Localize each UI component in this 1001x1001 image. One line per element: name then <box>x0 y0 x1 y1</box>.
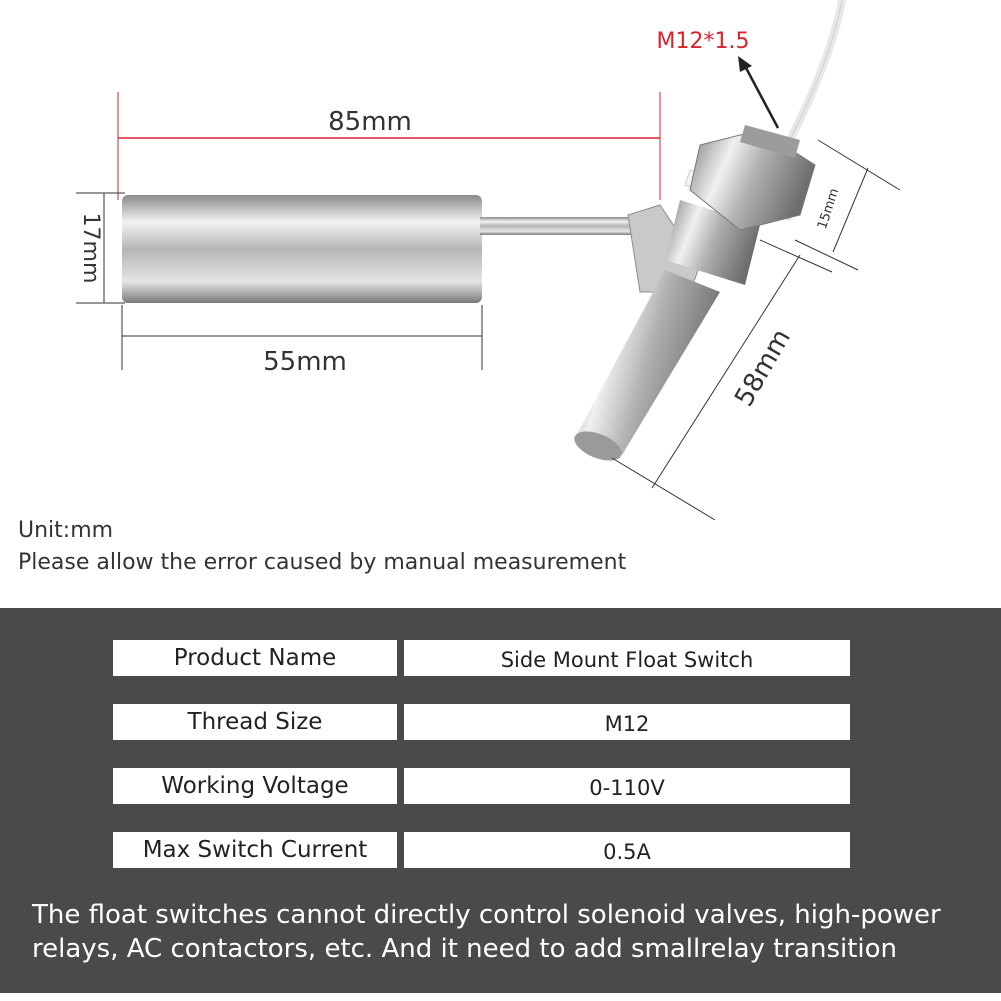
spec-row-working-voltage <box>0 768 1001 808</box>
spec-row-max-switch-current <box>0 832 1001 872</box>
spec-label: Working Voltage <box>113 768 397 804</box>
spec-panel <box>0 608 1001 993</box>
spec-value: Side Mount Float Switch <box>404 640 850 676</box>
dim-15mm: 15mm <box>815 186 843 232</box>
relay-notice: The float switches cannot directly control solenoid valves, high-power relays, AC contactors, etc. And it need to add smallrelay transition <box>32 900 941 964</box>
dim-85mm: 85mm <box>328 107 412 137</box>
spec-value: 0-110V <box>404 768 850 804</box>
dim-thread: M12*1.5 <box>656 29 750 54</box>
spec-row-product-name <box>0 640 1001 680</box>
dim-17mm: 17mm <box>78 212 103 284</box>
spec-value: M12 <box>404 704 850 740</box>
spec-value: 0.5A <box>404 832 850 868</box>
spec-label: Max Switch Current <box>113 832 397 868</box>
measurement-note: Please allow the error caused by manual measurement <box>18 550 627 575</box>
vertical-stem <box>575 270 720 455</box>
cable <box>790 0 842 140</box>
float-cylinder <box>122 195 482 303</box>
dim-55mm: 55mm <box>263 347 347 377</box>
connecting-rod <box>480 217 640 235</box>
spec-row-thread-size <box>0 704 1001 744</box>
spec-label: Product Name <box>113 640 397 676</box>
unit-note <box>18 515 626 579</box>
unit-label: Unit:mm <box>18 518 114 543</box>
dim-58mm: 58mm <box>729 324 797 412</box>
spec-label: Thread Size <box>113 704 397 740</box>
